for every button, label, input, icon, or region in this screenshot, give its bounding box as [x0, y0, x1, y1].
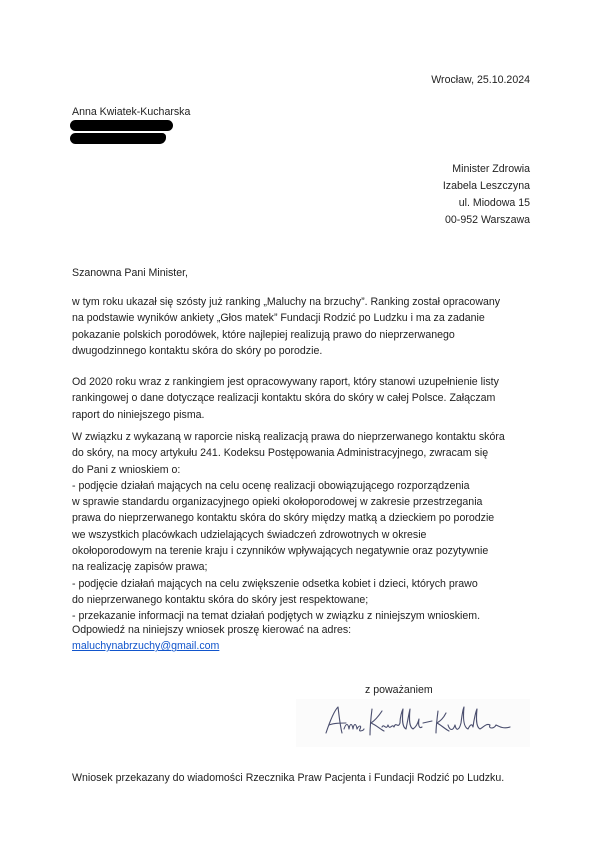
paragraph-ranking — [72, 294, 542, 359]
paragraph-reply — [72, 622, 542, 655]
paragraph-line: do Pani z wnioskiem o: — [72, 463, 181, 476]
recipient-address — [443, 161, 530, 229]
recipient-title: Minister Zdrowia — [452, 163, 530, 175]
paragraph-line: na podstawie wyników ankiety „Głos matek” Fundacji Rodzić po Ludzku i ma za zadanie — [72, 312, 485, 325]
paragraph-line: dwugodzinnego kontaktu skóra do skóry po porodzie. — [72, 344, 323, 357]
redacted-address-line-2 — [70, 133, 166, 144]
paragraph-line: do skóry, na mocy artykułu 241. Kodeksu Postępowania Administracyjnego, zwracam się — [72, 447, 489, 460]
request-item: - podjęcie działań mających na celu zwiększenie odsetka kobiet i dzieci, których prawo — [72, 577, 478, 590]
paragraph-line: pokazanie polskich porodówek, które najlepiej realizują prawo do nieprzerwanego — [72, 328, 455, 341]
paragraph-line: W związku z wykazaną w raporcie niską realizacją prawa do nieprzerwanego kontaktu skóra — [72, 431, 505, 443]
footer-note: Wniosek przekazany do wiadomości Rzecznika Praw Pacjenta i Fundacji Rodzić po Ludzku. — [72, 772, 505, 784]
paragraph-line: na realizację zapisów prawa; — [72, 561, 208, 574]
paragraph-line: rankingowej o dane dotyczące realizacji kontaktu skóra do skóry w całej Polsce. Załączam — [72, 392, 496, 405]
recipient-street: ul. Miodowa 15 — [458, 197, 530, 209]
paragraph-line: w tym roku ukazał się szósty już ranking „Maluchy na brzuchy”. Ranking został opracowany — [72, 296, 501, 308]
paragraph-request — [72, 429, 542, 625]
signature-image — [296, 699, 530, 747]
paragraph-line: do nieprzerwanego kontaktu skóra do skóry jest respektowane; — [72, 593, 369, 606]
sender-name: Anna Kwiatek-Kucharska — [72, 106, 191, 118]
request-item: - podjęcie działań mających na celu ocenę realizacji obowiązującego rozporządzenia — [72, 479, 470, 492]
recipient-name: Izabela Leszczyna — [442, 180, 530, 192]
paragraph-line: Od 2020 roku wraz z rankingiem jest opracowywany raport, który stanowi uzupełnienie listy — [72, 376, 499, 388]
closing-text: z poważaniem — [365, 684, 433, 696]
salutation: Szanowna Pani Minister, — [72, 267, 189, 279]
paragraph-line: we wszystkich placówkach udzielających świadczeń zdrowotnych w okresie — [72, 528, 427, 541]
recipient-city: 00-952 Warszawa — [445, 214, 530, 226]
email-link[interactable]: maluchynabrzuchy@gmail.com — [72, 640, 220, 653]
signature-icon — [296, 699, 530, 747]
paragraph-line: prawa do nieprzerwanego kontaktu skóra do skóry między matką a dzieckiem po porodzie — [72, 512, 495, 525]
place-date: Wrocław, 25.10.2024 — [431, 74, 530, 86]
paragraph-line: raport do niniejszego pisma. — [72, 408, 205, 421]
request-item: - przekazanie informacji na temat działań podjętych w związku z niniejszym wnioskiem. — [72, 610, 481, 623]
redacted-address-line-1 — [70, 120, 173, 131]
reply-line: Odpowiedź na niniejszy wniosek proszę kierować na adres: — [72, 624, 352, 636]
paragraph-line: okołoporodowym na terenie kraju i czynników wpływających negatywnie oraz pozytywnie — [72, 545, 489, 558]
paragraph-report — [72, 374, 542, 423]
paragraph-line: w sprawie standardu organizacyjnego opieki okołoporodowej w zakresie przestrzegania — [72, 496, 483, 509]
